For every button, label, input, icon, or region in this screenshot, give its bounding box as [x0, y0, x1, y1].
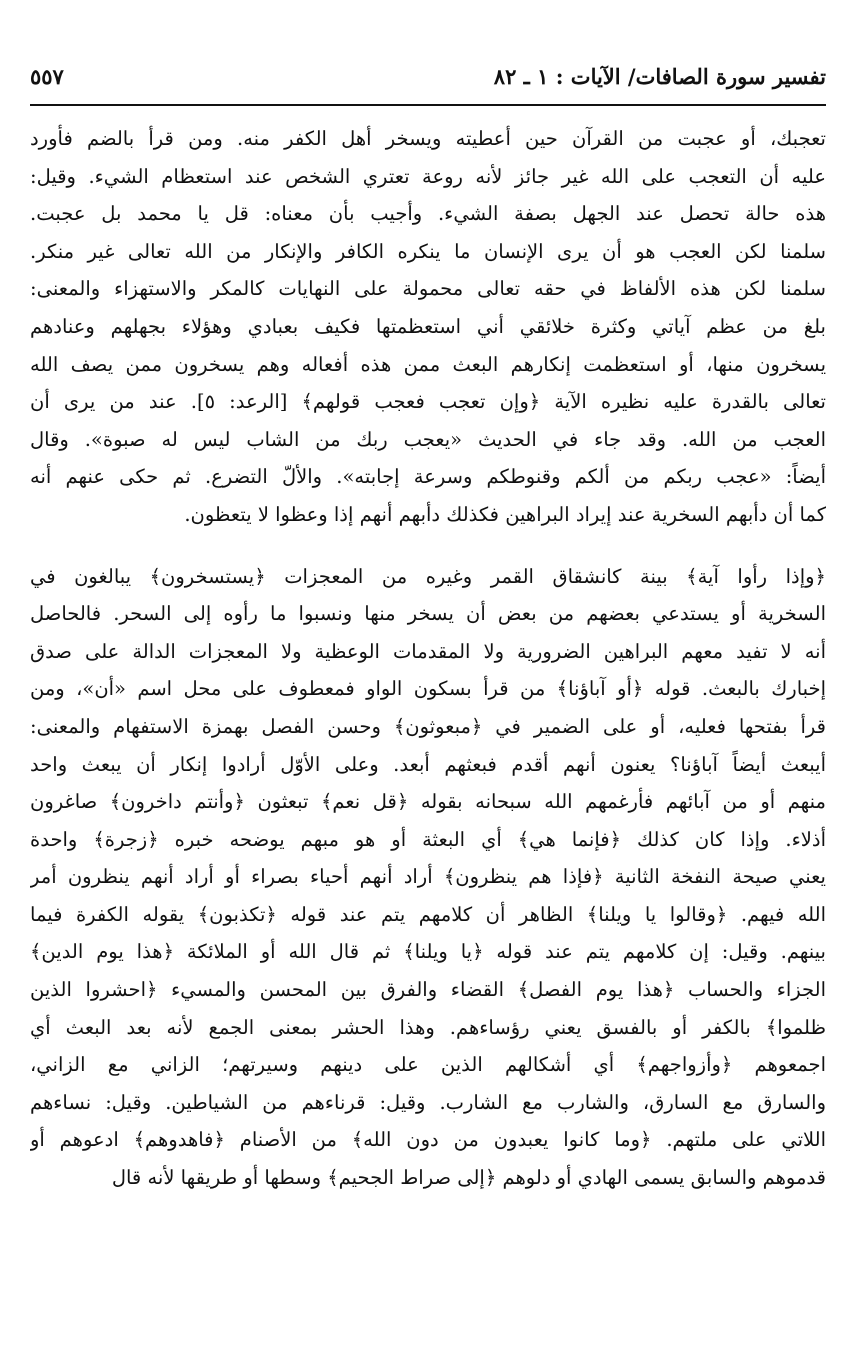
text-line: كما أن دأبهم السخرية عند إيراد البراهين فكذلك دأبهم أنهم إذا وعظوا لا يتعظون.	[184, 502, 826, 526]
text-line: الله فيهم. ﴿وقالوا يا ويلنا﴾ الظاهر أن كلامهم يتم عند قوله ﴿تكذبون﴾ يقوله الكفرة فيما	[30, 902, 826, 926]
text-line: هذه حالة تحصل عند الجهل بصفة الشيء. وأجيب بأن معناه: قل يا محمد بل عجبت.	[30, 202, 826, 226]
text-line: تعجبك، أو عجبت من القرآن حين أعطيته ويسخر أهل الكفر منه. ومن قرأ بالضم فأورد	[30, 127, 826, 150]
text-line: ﴿وإذا رأوا آية﴾ بينة كانشقاق القمر وغيره من المعجزات ﴿يستسخرون﴾ يبالغون في	[30, 564, 826, 588]
text-line: قدموهم والسابق يسمى الهادي أو دلوهم ﴿إلى صراط الجحيم﴾ وسطها أو طريقها لأنه قال	[111, 1166, 826, 1190]
text-line: منهم أو من آبائهم فأرغمهم الله سبحانه بقوله ﴿قل نعم﴾ تبعثون ﴿وأنتم داخرون﴾ صاغرون	[30, 790, 826, 814]
paragraph	[30, 558, 826, 1197]
text-line: يعني صيحة النفخة الثانية ﴿فإذا هم ينظرون﴾ أراد أنهم أحياء بصراء أو أراد أنهم ينظرون أمر	[30, 865, 826, 889]
text-line: بلغ من عظم آياتي وكثرة خلائقي أني استعظمتها فكيف بعبادي وهؤلاء بجهلهم وعنادهم	[30, 314, 826, 338]
page-number: ٥٥٧	[30, 64, 64, 89]
header-rule	[30, 104, 826, 106]
text-line: بينهم. وقيل: إن كلامهم يتم عند قوله ﴿يا ويلنا﴾ ثم قال الله أو الملائكة ﴿هذا يوم الدين﴾	[30, 940, 826, 964]
page-header	[30, 60, 826, 100]
text-line: أذلاء. وإذا كان كذلك ﴿فإنما هي﴾ أي البعثة أو هو مبهم يوضحه خبره ﴿زجرة﴾ واحدة	[30, 827, 826, 851]
running-title: تفسير سورة الصافات/ الآيات : ١ ـ ٨٢	[493, 64, 826, 89]
text-line: السخرية أو يستدعي بعضهم من بعض أن يسخر منها ونسبوا ما رأوه إلى السحر. فالحاصل	[30, 602, 826, 626]
text-line: تعالى بالقدرة عليه نظيره الآية ﴿وإن تعجب فعجب قولهم﴾ [الرعد: ٥]. عند من يرى أن	[30, 390, 826, 414]
text-line: أيضاً: «عجب ربكم من ألكم وقنوطكم وسرعة إجابته». والألّ التضرع. ثم حكى عنهم أنه	[30, 465, 826, 489]
text-line: ظلموا﴾ بالكفر أو بالفسق يعني رؤساءهم. وهذا الحشر بمعنى الجمع لأنه بعد البعث أي	[30, 1015, 826, 1039]
text-line: سلمنا لكن هذه الألفاظ في حقه تعالى محمولة على النهايات كالمكر والاستهزاء والمعنى:	[30, 277, 826, 301]
page-body	[30, 120, 826, 1197]
text-line: يسخرون منها، أو استعظمت إنكارهم البعث ممن هذه أفعاله وهم يسخرون ممن يصف الله	[30, 352, 826, 376]
paragraph-gap	[30, 534, 826, 558]
text-line: اجمعوهم ﴿وأزواجهم﴾ أي أشكالهم الذين على دينهم وسيرتهم؛ الزاني مع الزاني،	[30, 1053, 826, 1077]
text-line: قرأ بفتحها فعليه، أو على الضمير في ﴿مبعوثون﴾ وحسن الفصل بهمزة الاستفهام والمعنى:	[30, 714, 826, 738]
text-line: عليه أن التعجب على الله غير جائز لأنه روعة تعتري الشخص عند استعظام الشيء. وقيل:	[30, 164, 826, 188]
paragraph	[30, 120, 826, 534]
text-line: والسارق مع السارق، والشارب مع الشارب. وقيل: قرناءهم من الشياطين. وقيل: نساءهم	[30, 1090, 826, 1114]
text-line: العجب من الله. وقد جاء في الحديث «يعجب ربك من الشاب ليس له صبوة». وقال	[30, 427, 826, 451]
text-line: سلمنا لكن العجب هو أن يرى الإنسان ما ينكره الكافر والإنكار من الله تعالى غير منكر.	[30, 239, 826, 263]
text-line: اللاتي على ملتهم. ﴿وما كانوا يعبدون من دون الله﴾ من الأصنام ﴿فاهدوهم﴾ ادعوهم أو	[30, 1128, 826, 1152]
text-line: إخبارك بالبعث. قوله ﴿أو آباؤنا﴾ من قرأ بسكون الواو فمعطوف على محل اسم «أن»، ومن	[30, 677, 826, 701]
text-line: أنه لا تفيد معهم البراهين الضرورية ولا المقدمات الوعظية ولا المعجزات الدالة على صدق	[30, 639, 826, 663]
text-line: أيبعث أيضاً آباؤنا؟ يعنون أنهم أقدم فبعثهم أبعد. وعلى الأوّل أرادوا إنكار أن يبعث واحد	[30, 752, 826, 776]
text-line: الجزاء والحساب ﴿هذا يوم الفصل﴾ القضاء والفرق بين المحسن والمسيء ﴿احشروا الذين	[30, 978, 826, 1002]
